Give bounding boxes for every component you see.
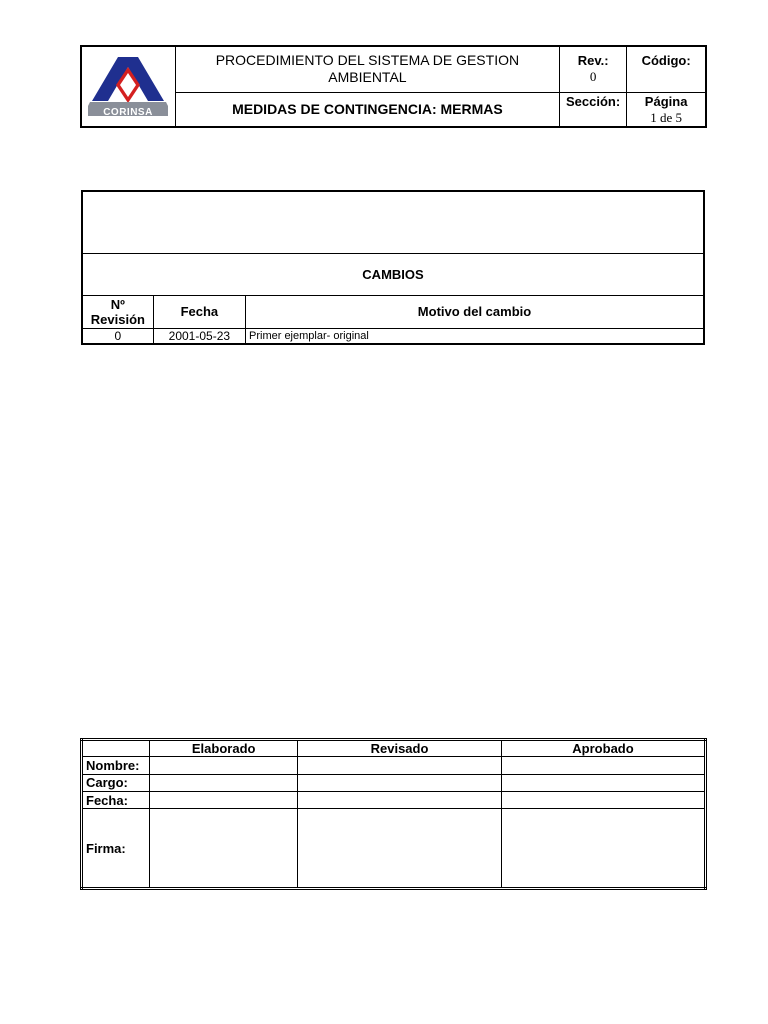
row-label-date: Fecha: <box>82 792 150 809</box>
page-cell <box>627 92 706 127</box>
position-prepared <box>150 774 298 791</box>
changes-table <box>81 190 705 345</box>
revision-label: Rev.: <box>577 53 609 68</box>
row-label-name: Nombre: <box>82 757 150 774</box>
column-header-prepared: Elaborado <box>150 740 298 757</box>
code-label: Código: <box>641 53 691 68</box>
column-header-reviewed: Revisado <box>298 740 502 757</box>
date-reviewed <box>298 792 502 809</box>
revision-date: 2001-05-23 <box>153 328 245 344</box>
column-header-date: Fecha <box>153 295 245 328</box>
signature-approved <box>502 809 706 889</box>
page-value: 1 de 5 <box>650 109 682 125</box>
document-title: MEDIDAS DE CONTINGENCIA: MERMAS <box>175 92 559 127</box>
signatures-table <box>80 738 707 890</box>
name-reviewed <box>298 757 502 774</box>
date-approved <box>502 792 706 809</box>
document-header <box>80 45 707 128</box>
table-row <box>82 809 706 889</box>
table-row <box>82 328 704 344</box>
row-label-signature: Firma: <box>82 809 150 889</box>
logo-wordmark: CORINSA <box>103 107 154 117</box>
column-header-reason: Motivo del cambio <box>246 295 705 328</box>
code-cell <box>627 46 706 92</box>
name-prepared <box>150 757 298 774</box>
column-header-approved: Aprobado <box>502 740 706 757</box>
page-label: Página <box>644 93 688 109</box>
position-reviewed <box>298 774 502 791</box>
company-logo-cell <box>81 46 175 127</box>
document-type: PROCEDIMIENTO DEL SISTEMA DE GESTION AMBIENTAL <box>175 46 559 92</box>
changes-title: CAMBIOS <box>82 253 704 295</box>
date-prepared <box>150 792 298 809</box>
signature-corner <box>82 740 150 757</box>
signature-prepared <box>150 809 298 889</box>
revision-cell <box>560 46 627 92</box>
section-cell <box>560 92 627 127</box>
column-header-revision: Nº Revisión <box>82 295 153 328</box>
revision-number: 0 <box>82 328 153 344</box>
table-row <box>82 792 706 809</box>
table-row <box>82 757 706 774</box>
revision-value: 0 <box>589 69 597 84</box>
name-approved <box>502 757 706 774</box>
table-row <box>82 774 706 791</box>
section-label: Sección: <box>566 93 621 109</box>
signature-reviewed <box>298 809 502 889</box>
revision-reason: Primer ejemplar- original <box>246 328 705 344</box>
position-approved <box>502 774 706 791</box>
row-label-position: Cargo: <box>82 774 150 791</box>
corinsa-logo-icon <box>86 51 170 117</box>
blank-area <box>82 191 704 253</box>
